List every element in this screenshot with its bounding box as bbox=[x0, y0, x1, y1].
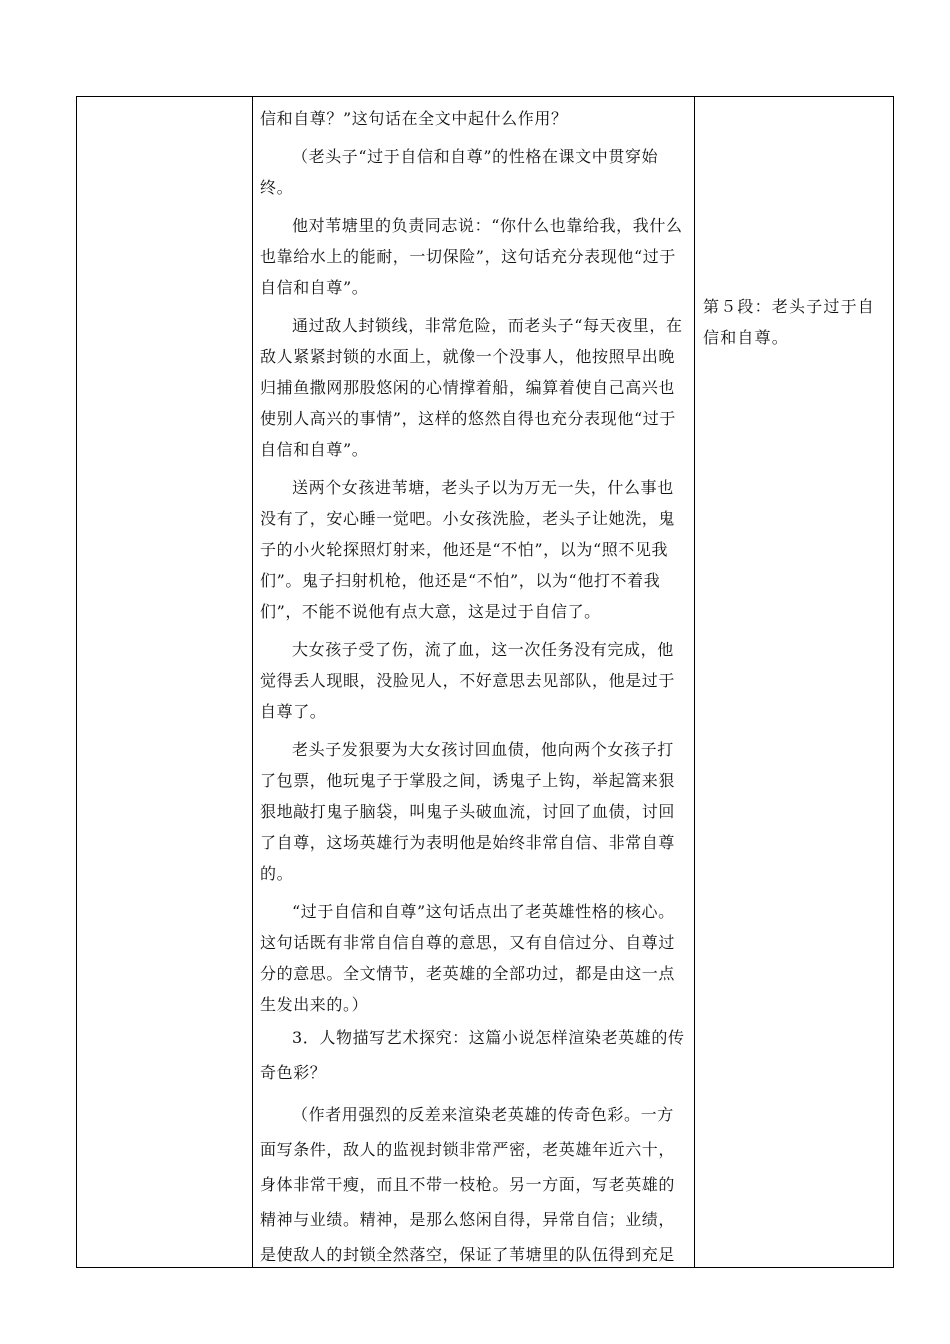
column-divider-left bbox=[252, 97, 253, 1267]
paragraph-blockade: 通过敌人封锁线，非常危险，而老头子“每天夜里，在敌人紧紧封锁的水面上，就像一个没事人，他按照早出晚归捕鱼撒网那股悠闲的心情撑着船，编算着使自己高兴也使别人高兴的事情”，这样的悠然自得也充分表现他“过于自信和自尊”。 bbox=[260, 316, 683, 459]
paragraph-answer-3: （作者用强烈的反差来渲染老英雄的传奇色彩。一方面写条件，敌人的监视封锁非常严密，老英雄年近六十，身体非常干瘦，而且不带一枝枪。另一方面，写老英雄的精神与业绩。精神，是那么悠闲自得，异常自信；业绩，是使敌人的封锁全然落空，保证了苇塘里的队伍得到充足 bbox=[260, 1105, 676, 1264]
paragraph-question-3: 3．人物描写艺术探究：这篇小说怎样渲染老英雄的传奇色彩？ bbox=[260, 1028, 685, 1082]
paragraph-answer-intro: （老头子“过于自信和自尊”的性格在课文中贯穿始终。 bbox=[260, 147, 659, 197]
paragraph-question-end: 信和自尊？”这句话在全文中起什么作用？ bbox=[260, 109, 568, 128]
paragraph-note: 第５段：老头子过于自信和自尊。 bbox=[703, 297, 876, 347]
notes-column bbox=[703, 291, 891, 353]
paragraph-injury: 大女孩子受了伤，流了血，这一次任务没有完成，他觉得丢人现眼，没脸见人，不好意思去见部队，他是过于自尊了。 bbox=[260, 640, 676, 721]
lesson-content-column bbox=[260, 103, 688, 1272]
paragraph-core-character: “过于自信和自尊”这句话点出了老英雄性格的核心。这句话既有非常自信自尊的意思，又有自信过分、自尊过分的意思。全文情节，老英雄的全部功过，都是由这一点生发出来的。） bbox=[260, 902, 676, 1014]
column-divider-right bbox=[694, 97, 695, 1267]
lesson-table bbox=[76, 96, 894, 1268]
paragraph-revenge: 老头子发狠要为大女孩讨回血债，他向两个女孩子打了包票，他玩鬼子于掌股之间，诱鬼子上钩，举起篙来狠狠地敲打鬼子脑袋，叫鬼子头破血流，讨回了血债，讨回了自尊，这场英雄行为表明他是始终非常自信、非常自尊的。 bbox=[260, 740, 676, 883]
paragraph-quote-responsible: 他对苇塘里的负责同志说：“你什么也靠给我，我什么也靠给水上的能耐，一切保险”，这句话充分表现他“过于自信和自尊”。 bbox=[260, 216, 683, 297]
paragraph-girls-reed: 送两个女孩进苇塘，老头子以为万无一失，什么事也没有了，安心睡一觉吧。小女孩洗脸，老头子让她洗，鬼子的小火轮探照灯射来，他还是“不怕”，以为“照不见我们”。鬼子扫射机枪，他还是“不怕”，以为“他打不着我们”，不能不说他有点大意，这是过于自信了。 bbox=[260, 478, 676, 621]
